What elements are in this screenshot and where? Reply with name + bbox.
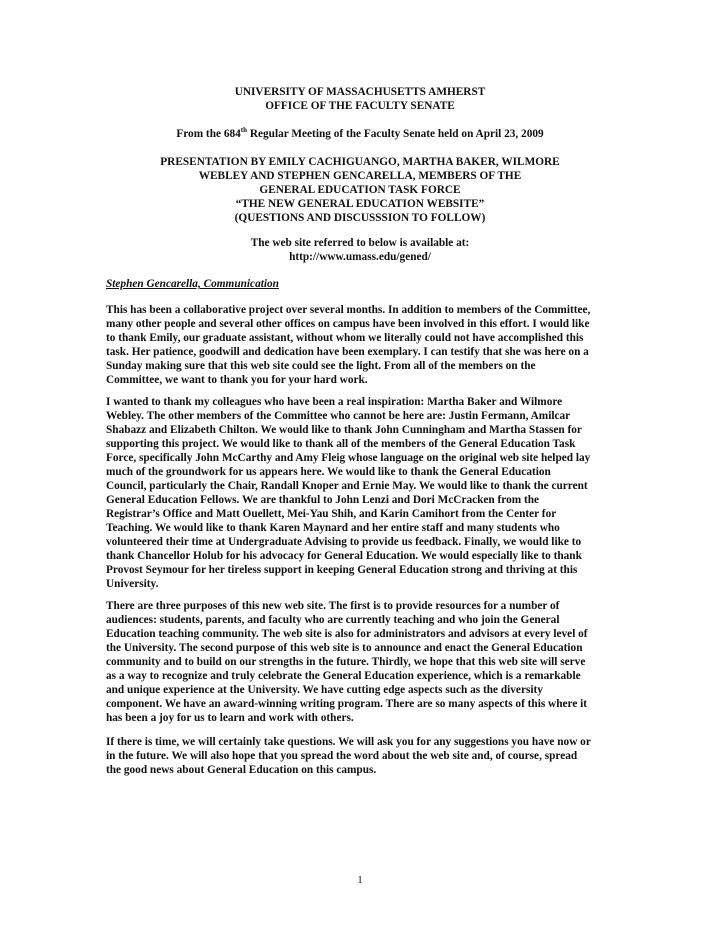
paragraph-line: community and to build on our strengths in the future. Thirdly, we hope that this web site will serve xyxy=(106,656,586,668)
website-note-text: The web site referred to below is available at: xyxy=(250,237,470,249)
paragraph-line: Committee, we want to thank you for your hard work. xyxy=(106,374,368,386)
presentation-line: (QUESTIONS AND DISCUSSSION TO FOLLOW) xyxy=(234,212,486,224)
paragraph-line: audiences: students, parents, and faculty who are currently teaching and who join the General xyxy=(106,614,560,626)
paragraph-line: I wanted to thank my colleagues who have been a real inspiration: Martha Baker and Wilmore xyxy=(106,396,563,408)
paragraph-2 xyxy=(106,395,626,591)
website-note xyxy=(0,236,720,264)
page-number: 1 xyxy=(357,874,363,886)
paragraph-line: Force, specifically John McCarthy and Amy Fleig whose language on the original web site helped lay xyxy=(106,452,591,464)
paragraph-line: There are three purposes of this new web site. The first is to provide resources for a number of xyxy=(106,600,560,612)
meeting-ordinal: th xyxy=(240,126,248,135)
meeting-line xyxy=(0,127,720,141)
paragraph-line: If there is time, we will certainly take questions. We will ask you for any suggestions you have now or xyxy=(106,736,591,748)
paragraph-line: volunteered their time at Undergraduate Advising to provide us feedback. Finally, we would like to xyxy=(106,536,582,548)
paragraph-line: as a way to recognize and truly celebrate the General Education experience, which is a remarkable xyxy=(106,670,581,682)
meeting-prefix: From the 684 xyxy=(176,128,241,140)
institution-name: UNIVERSITY OF MASSACHUSETTS AMHERST xyxy=(234,86,486,98)
paragraph-line: has been a joy for us to learn and work with others. xyxy=(106,712,354,724)
paragraph-line: the good news about General Education on this campus. xyxy=(106,764,377,776)
paragraph-line: supporting this project. We would like to thank all of the members of the General Education Task xyxy=(106,438,576,450)
meeting-suffix: Regular Meeting of the Faculty Senate held on April 23, 2009 xyxy=(247,128,544,140)
paragraph-line: Sunday making sure that this web site could see the light. From all of the members on the xyxy=(106,360,536,372)
paragraph-line: Registrar’s Office and Matt Ouellett, Mei-Yau Shih, and Karin Camihort from the Center for xyxy=(106,508,557,520)
paragraph-line: to thank Emily, our graduate assistant, without whom we literally could not have accomplished this xyxy=(106,332,584,344)
paragraph-line: Shabazz and Elizabeth Chilton. We would like to thank John Cunningham and Martha Stassen for xyxy=(106,424,582,436)
website-url[interactable]: http://www.umass.edu/gened/ xyxy=(289,251,431,263)
paragraph-line: General Education Fellows. We are thankful to John Lenzi and Dori McCracken from the xyxy=(106,494,540,506)
paragraph-line: the University. The second purpose of this web site is to announce and enact the General Education xyxy=(106,642,583,654)
paragraph-line: Council, particularly the Chair, Randall Knoper and Ernie May. We would like to thank the current xyxy=(106,480,588,492)
paragraph-3 xyxy=(106,599,626,725)
presentation-line: PRESENTATION BY EMILY CACHIGUANGO, MARTHA BAKER, WILMORE xyxy=(160,156,560,168)
paragraph-line: University. xyxy=(106,578,159,590)
paragraph-line: Teaching. We would like to thank Karen Maynard and her entire staff and many students who xyxy=(106,522,560,534)
presentation-title xyxy=(0,155,720,225)
presentation-line: WEBLEY AND STEPHEN GENCARELLA, MEMBERS OF THE xyxy=(198,170,522,182)
paragraph-1 xyxy=(106,303,626,387)
paragraph-line: many other people and several other offices on campus have been involved in this effort. I would like xyxy=(106,318,590,330)
paragraph-line: and unique experience at the University. We have cutting edge aspects such as the diversity xyxy=(106,684,543,696)
paragraph-line: thank Chancellor Holub for his advocacy for General Education. We would especially like to thank xyxy=(106,550,582,562)
paragraph-line: Education teaching community. The web site is also for administrators and advisors at every level of xyxy=(106,628,588,640)
speaker-name: Stephen Gencarella, Communication xyxy=(106,278,279,290)
paragraph-line: in the future. We will also hope that you spread the word about the web site and, of course, spread xyxy=(106,750,578,762)
paragraph-line: Provost Seymour for her tireless support in keeping General Education strong and thriving at this xyxy=(106,564,578,576)
paragraph-line: component. We have an award-winning writing program. There are so many aspects of this where it xyxy=(106,698,588,710)
presentation-line: GENERAL EDUCATION TASK FORCE xyxy=(259,184,461,196)
paragraph-line: task. Her patience, goodwill and dedication have been exemplary. I can testify that she was here on a xyxy=(106,346,589,358)
paragraph-line: much of the groundwork for us appears here. We would like to thank the General Education xyxy=(106,466,551,478)
paragraph-line: Webley. The other members of the Committee who cannot be here are: Justin Fermann, Amilcar xyxy=(106,410,571,422)
paragraph-4 xyxy=(106,735,626,777)
paragraph-line: This has been a collaborative project over several months. In addition to members of the Committee, xyxy=(106,304,591,316)
presentation-line: “THE NEW GENERAL EDUCATION WEBSITE” xyxy=(235,198,485,210)
document-header xyxy=(0,85,720,113)
office-name: OFFICE OF THE FACULTY SENATE xyxy=(265,100,455,112)
